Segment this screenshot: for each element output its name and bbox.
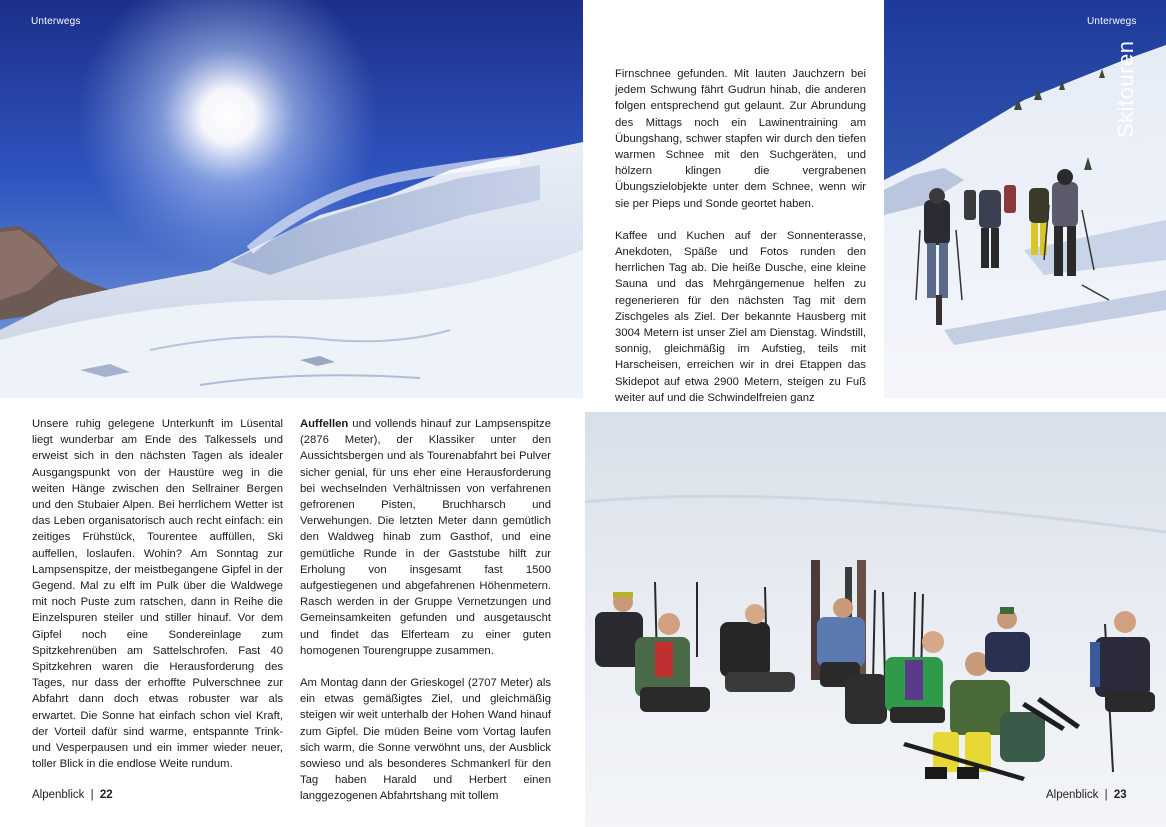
- middle-text-column: [300, 416, 551, 821]
- header-right-label: Unterwegs: [1087, 16, 1137, 27]
- paragraph: [300, 416, 551, 659]
- footer-page-number: 23: [1113, 789, 1127, 801]
- top-text-column: [615, 66, 866, 422]
- paragraph: Unsere ruhig gelegene Unterkunft im Lüsental liegt wunderbar am Ende des Talkessels und erweist sich in den nächsten Tagen als idealer Ausgangspunkt von der Haustüre weg in die weiten Hänge zwischen den Sellrainer Bergen und den Stubaier Alpen. Bei herrlichem Wetter ist das Leben organisatorisch auch recht einfach: ein zeitiges Frühstück, Tourentee auffüllen, Ski auffellen, loslaufen. Wohin? Am Sonntag zur Lampsenspitze, der meistbegangene Gipfel in der Gegend. Mal zu elft im Pulk über die Waldwege mit noch Puste zum ratschen, dann in Reihe die Einzelspuren steiler und stiller hinauf. Vor dem Gipfel noch eine Sondereinlage zum Spitzkehrenüben am Sattelschrofen. Fast 40 Spitzkehren waren die Herausforderung des Tages, nur dass der erhoffte Pulverschnee zur Abfahrt dann doch etwas robuster war als erwartet. Die Sonne hat einfach schon viel Kraft, der Vorteil dafür sind warme, entspannte Trink- und Vesperpausen und ein immer wieder neuer, toller Blick in die endlose Weite rundum.: [32, 418, 283, 771]
- footer-magazine-name: Alpenblick: [1046, 789, 1099, 801]
- paragraph: Kaffee und Kuchen auf der Sonnenterasse, Anekdoten, Späße und Fotos runden den herrlichen Tag ab. Die heiße Dusche, eine kleine Sauna und das Mehrgängemenue helfen zu regenerieren für den nächsten Tag mit dem Zischgeles als Ziel. Der bekannte Hausberg mit 3004 Metern ist unser Ziel am Dienstag. Windstill, sonnig, gleichmäßig im Aufstieg, teils mit Harscheisen, erreichen wir in drei Etappen das Skidepot auf etwa 2900 Metern, steigen zu Fuß weiter auf und die Schwindelfreien ganz: [615, 229, 866, 404]
- footer-magazine-name: Alpenblick: [32, 789, 85, 801]
- photo-ski-ascent: [884, 0, 1166, 398]
- footer-left: [32, 789, 113, 801]
- section-title-vertical: Skitouren: [1113, 40, 1138, 138]
- footer-separator: |: [1104, 789, 1108, 801]
- paragraph: Firnschnee gefunden. Mit lauten Jauchzern bei jedem Schwung fährt Gudrun hinab, die anderen folgen entsprechend gut gelaunt. Zur Abrundung des Mittags noch ein Lawinentraining am Übungshang, schwer stapfen wir durch den tiefen warmen Schnee mit den Suchgeräten, und hölzern klingen die vergrabenen Übungszielobjekte unter dem Schnee, wenn wir sie per Pieps und Sonde geortet haben.: [615, 68, 866, 210]
- photo-group-rest: [585, 412, 1166, 827]
- photo-sun-snow-ridge: [0, 0, 583, 398]
- footer-separator: |: [90, 789, 94, 801]
- paragraph-text: und vollends hinauf zur Lampsenspitze (2876 Meter), der Klassiker unter den Aussichtsbergen und als Tourenabfahrt bei Pulver sicher genial, für uns eher eine Herausforderung bei wechselnden Verhältnissen von verfahrenen gefrorenen Pisten, Bruchharsch und Verwehungen. Die letzten Meter dann gemütlich den Waldweg hinab zum Gasthof, und eine gemütliche Runde in der Gaststube hilft zur Erholung von insgesamt fast 1500 aufgestiegenen und abgefahrenen Höhenmetern. Rasch werden in der Gruppe Vernetzungen und Gemeinsamkeiten gefunden und ausgetauscht und findet das Elferteam zu einer guten homogenen Tourengruppe zusammen.: [300, 418, 551, 657]
- footer-page-number: 22: [99, 789, 113, 801]
- left-text-column: [32, 416, 283, 788]
- header-left-label: Unterwegs: [31, 16, 81, 27]
- paragraph: Am Montag dann der Grieskogel (2707 Meter) als ein etwas gemäßigtes Ziel, und gleichmäßig steigen wir weit unterhalb der Hohen Wand hinauf zum Gipfel. Die müden Beine vom Vortag laufen sich warm, die Sonne verwöhnt uns, der Ausblick sowieso und als besonderes Schmankerl für den Tag haben Harald und Herbert einen langgezogenen Abfahrtshang mit tollem: [300, 677, 551, 803]
- footer-right: [1046, 789, 1127, 801]
- bold-lead-word: Auffellen: [300, 418, 349, 430]
